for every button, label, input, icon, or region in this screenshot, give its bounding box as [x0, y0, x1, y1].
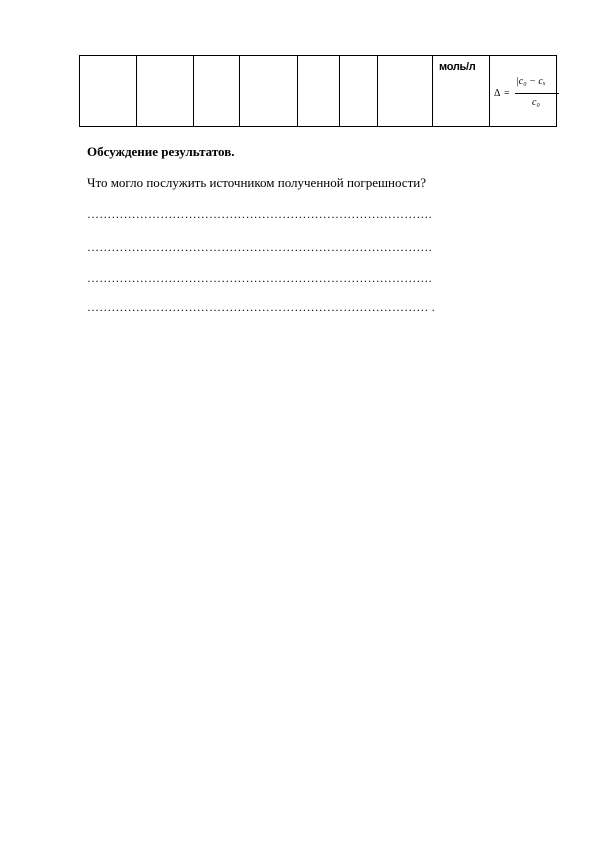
formula-denominator: c₀ [532, 97, 540, 108]
formula-numerator: |c₀ − cₓ [516, 76, 546, 87]
answer-line[interactable]: …………………………………………………………………………. [87, 207, 432, 221]
results-table-fragment [79, 55, 556, 127]
unit-cell [433, 56, 490, 127]
table-cell[interactable] [137, 56, 194, 127]
table-cell[interactable] [194, 56, 240, 127]
answer-line[interactable]: …………………………………………………………………………. [87, 240, 432, 254]
discussion-question: Что могло послужить источником полученной погрешности? [87, 175, 426, 190]
formula-cell [490, 56, 557, 127]
table-cell[interactable] [340, 56, 378, 127]
table-cell[interactable] [378, 56, 433, 127]
table-cell[interactable] [298, 56, 340, 127]
section-heading: Обсуждение результатов. [87, 144, 235, 159]
answer-line[interactable]: ………………………………………………………………………… . [87, 300, 435, 314]
formula-fraction-bar [515, 93, 559, 94]
table-row [80, 56, 557, 127]
results-table [79, 55, 557, 127]
table-cell[interactable] [240, 56, 298, 127]
table-cell[interactable] [80, 56, 137, 127]
formula-equals: = [504, 88, 510, 99]
formula-delta: Δ [494, 88, 501, 99]
answer-line[interactable]: …………………………………………………………………………. [87, 271, 432, 285]
error-formula [494, 76, 558, 116]
unit-label: моль/л [439, 61, 476, 73]
